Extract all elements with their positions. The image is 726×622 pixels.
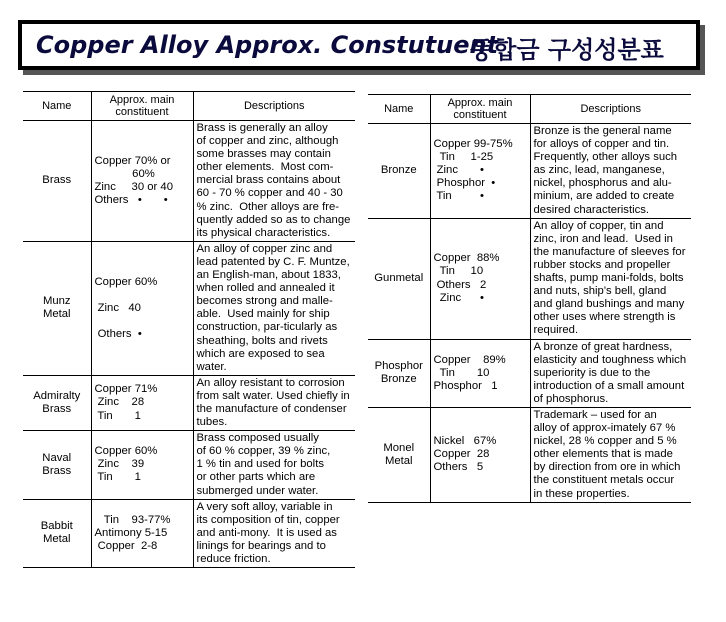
table-row <box>23 241 355 375</box>
alloy-constituent <box>430 339 530 407</box>
alloy-name-line: Brass <box>42 174 72 187</box>
alloy-description-line: an English-man, about 1833, <box>196 269 341 282</box>
alloy-constituent-line: Copper 60% <box>94 275 158 288</box>
alloy-name-line: Monel <box>383 441 415 454</box>
alloy-description-line: of phosphorus. <box>533 392 609 405</box>
alloy-constituent <box>91 375 193 430</box>
alloy-constituent <box>91 499 193 567</box>
table-row <box>368 407 691 502</box>
alloy-constituent-line: Zinc • <box>433 291 484 304</box>
alloy-description-line: the constituent metals occur <box>533 474 675 487</box>
alloy-name <box>368 339 430 407</box>
header-name: Name <box>368 95 430 124</box>
table-row <box>368 339 691 407</box>
alloy-description <box>193 375 355 430</box>
table-row <box>23 499 355 567</box>
alloy-constituent <box>91 121 193 242</box>
alloy-name <box>23 499 91 567</box>
alloy-description-line: sheathing, bolts and rivets <box>196 334 328 347</box>
alloy-name-line: Admiralty <box>33 389 81 402</box>
alloy-description-line: % zinc. Other alloys are fre- <box>196 200 340 213</box>
alloy-constituent <box>430 407 530 502</box>
alloy-constituent-line: Phosphor • <box>433 177 496 190</box>
alloy-constituent-line: Antimony 5-15 <box>94 526 168 539</box>
alloy-name-line: Bronze <box>380 373 417 386</box>
header-constituent <box>430 95 530 124</box>
alloy-description-line: construction, par-ticularly as <box>196 321 338 334</box>
table-row <box>23 121 355 242</box>
alloy-constituent-line: Zinc 28 <box>94 396 145 409</box>
alloy-description-line: required. <box>533 324 579 337</box>
alloy-name <box>368 124 430 219</box>
alloy-constituent-line: Copper 71% <box>94 383 158 396</box>
alloy-description-line: which are exposed to sea <box>196 347 325 360</box>
alloy-constituent-line <box>95 289 190 302</box>
alloy-description-line: linings for bearings and to <box>196 539 326 552</box>
alloy-description-line: its physical characteristics. <box>196 226 331 239</box>
alloy-constituent-line: Tin 10 <box>433 265 484 278</box>
alloy-description-line: or other parts which are <box>196 471 316 484</box>
alloy-name-line: Brass <box>42 402 72 415</box>
alloy-constituent-line: Copper 88% <box>433 252 500 265</box>
alloy-description-line: Brass composed usually <box>196 432 319 445</box>
alloy-name <box>23 375 91 430</box>
alloy-description-line: of 60 % copper, 39 % zinc, <box>196 445 331 458</box>
title-english: Copper Alloy Approx. Constutuent <box>36 31 499 59</box>
alloy-description-line: other elements that is made <box>533 448 673 461</box>
alloy-description-line: zinc, iron and lead. Used in <box>533 232 673 245</box>
alloy-description-line: A very soft alloy, variable in <box>196 500 333 513</box>
alloy-description <box>530 339 691 407</box>
alloy-name <box>23 121 91 242</box>
alloy-description-line: introduction of a small amount <box>533 379 685 392</box>
alloy-description-line: minium, are added to create <box>533 190 675 203</box>
alloy-description-line: submerged under water. <box>196 484 319 497</box>
alloy-constituent-line: 60% <box>94 167 155 180</box>
alloy-constituent-line: Copper 70% or <box>94 154 171 167</box>
title-korean: 동합금 구성성분표 <box>470 36 664 64</box>
header-constituent-line1: Approx. main <box>447 97 513 109</box>
alloy-constituent-line: Copper 99-75% <box>433 138 513 151</box>
alloy-description-line: 60 - 70 % copper and 40 - 30 <box>196 187 343 200</box>
header-constituent-line2: constituent <box>115 106 169 118</box>
alloy-name <box>23 431 91 499</box>
alloy-description-line: shafts, pump mani-folds, bolts <box>533 272 684 285</box>
alloy-constituent <box>430 218 530 339</box>
header-constituent-line1: Approx. main <box>109 94 175 106</box>
alloy-description-line: the manufacture of sleeves for <box>533 245 686 258</box>
alloy-constituent <box>91 241 193 375</box>
alloy-constituent-line: Copper 60% <box>94 445 158 458</box>
alloy-table-left <box>23 91 355 568</box>
alloy-description-line: Brass is generally an alloy <box>196 122 328 134</box>
alloy-name-line: Brass <box>42 464 72 477</box>
alloy-table-right <box>368 94 691 503</box>
table-header-row <box>368 95 691 124</box>
alloy-description-line: and nuts, ship's bell, gland <box>533 285 667 298</box>
alloy-name-line: Metal <box>384 454 413 467</box>
alloy-description-line: in these properties. <box>533 487 630 500</box>
alloy-description-line: from salt water. Used chiefly in <box>196 389 350 402</box>
alloy-name-line: Munz <box>42 295 71 308</box>
alloy-description <box>193 121 355 242</box>
alloy-constituent-line: Others • <box>94 327 142 340</box>
alloy-constituent-line: Tin 1-25 <box>433 151 494 164</box>
alloy-description-line: Bronze is the general name <box>533 125 672 137</box>
alloy-name <box>23 241 91 375</box>
alloy-description <box>530 407 691 502</box>
title-banner <box>18 20 700 70</box>
alloy-description-line: rubber stocks and propeller <box>533 258 671 271</box>
header-constituent <box>91 92 193 121</box>
alloy-description-line: by direction from ore in which <box>533 461 681 474</box>
alloy-name-line: Bronze <box>380 164 417 177</box>
alloy-description-line: 1 % tin and used for bolts <box>196 458 324 471</box>
alloy-name-line: Babbit <box>40 520 73 533</box>
alloy-description <box>530 218 691 339</box>
alloy-constituent-line <box>95 315 190 328</box>
table-row <box>368 218 691 339</box>
alloy-constituent-line: Zinc 30 or 40 <box>94 180 173 193</box>
alloy-constituent-line: Tin 1 <box>94 471 141 484</box>
alloy-description-line: nickel, 28 % copper and 5 % <box>533 435 677 448</box>
alloy-description-line: desired characteristics. <box>533 203 650 216</box>
alloy-description-line: reduce friction. <box>196 553 271 565</box>
alloy-name <box>368 218 430 339</box>
alloy-constituent <box>430 124 530 219</box>
alloy-description-line: tubes. <box>196 416 228 429</box>
alloy-description <box>193 431 355 499</box>
alloy-description-line: An alloy of copper zinc and <box>196 242 333 255</box>
alloy-constituent-line: Tin • <box>433 190 484 203</box>
alloy-description <box>193 499 355 567</box>
alloy-constituent-line: Tin 93-77% <box>94 513 171 526</box>
alloy-description-line: quently added so as to change <box>196 213 351 226</box>
alloy-description-line: of copper and zinc, although <box>196 135 339 148</box>
alloy-name-line: Gunmetal <box>374 272 424 285</box>
alloy-description-line: An alloy resistant to corrosion <box>196 376 345 389</box>
alloy-description-line: when rolled and annealed it <box>196 282 335 295</box>
alloy-constituent-line: Nickel 67% <box>433 435 497 448</box>
alloy-constituent-line: Copper 28 <box>433 448 490 461</box>
alloy-description-line: mercial brass contains about <box>196 174 341 187</box>
header-descriptions: Descriptions <box>193 92 355 121</box>
alloy-constituent-line: Zinc 39 <box>94 458 145 471</box>
alloy-description-line: for alloys of copper and tin. <box>533 138 670 151</box>
alloy-description <box>530 124 691 219</box>
alloy-constituent-line: Others 2 <box>433 278 487 291</box>
alloy-description-line: water. <box>196 360 227 373</box>
alloy-description-line: other elements. Most com- <box>196 161 334 174</box>
alloy-description-line: superiority is due to the <box>533 366 651 379</box>
alloy-constituent-line: Copper 2-8 <box>94 539 158 552</box>
alloy-description-line: A bronze of great hardness, <box>533 340 673 353</box>
alloy-constituent-line: Zinc • <box>433 164 484 177</box>
alloy-description-line: the manufacture of condenser <box>196 402 347 415</box>
header-name: Name <box>23 92 91 121</box>
header-descriptions: Descriptions <box>530 95 691 124</box>
table-row <box>23 431 355 499</box>
alloy-description-line: other uses where strength is <box>533 311 676 324</box>
alloy-constituent-line: Tin 1 <box>94 409 141 422</box>
alloy-constituent-line: Phosphor 1 <box>433 379 498 392</box>
alloy-description-line: elasticity and toughness which <box>533 353 687 366</box>
alloy-description-line: becomes strong and malle- <box>196 295 333 308</box>
alloy-description-line: An alloy of copper, tin and <box>533 219 664 232</box>
alloy-description-line: some brasses may contain <box>196 148 331 161</box>
table-row <box>23 375 355 430</box>
alloy-name-line: Naval <box>42 451 72 464</box>
alloy-description-line: able. Used mainly for ship <box>196 308 330 321</box>
table-row <box>368 124 691 219</box>
alloy-description-line: nickel, phosphorus and alu- <box>533 177 672 190</box>
alloy-name-line: Metal <box>42 308 71 321</box>
alloy-name <box>368 407 430 502</box>
table-header-row <box>23 92 355 121</box>
header-constituent-line2: constituent <box>453 109 507 121</box>
alloy-description <box>193 241 355 375</box>
alloy-description-line: and gland bushings and many <box>533 298 685 311</box>
alloy-constituent-line: Others • • <box>94 194 168 207</box>
alloy-description-line: its composition of tin, copper <box>196 513 340 526</box>
alloy-constituent-line: Tin 10 <box>433 366 490 379</box>
alloy-constituent-line: Copper 89% <box>433 353 506 366</box>
alloy-constituent-line: Zinc 40 <box>94 301 141 314</box>
alloy-description-line: lead patented by C. F. Muntze, <box>196 255 350 268</box>
alloy-name-line: Phosphor <box>374 360 423 373</box>
alloy-constituent <box>91 431 193 499</box>
alloy-description-line: and anti-mony. It is used as <box>196 526 337 539</box>
alloy-description-line: Trademark – used for an <box>533 408 657 421</box>
alloy-name-line: Metal <box>42 533 71 546</box>
alloy-constituent-line: Others 5 <box>433 461 484 474</box>
alloy-description-line: Frequently, other alloys such <box>533 151 678 164</box>
alloy-description-line: as zinc, lead, manganese, <box>533 164 665 177</box>
alloy-description-line: alloy of approx-imately 67 % <box>533 422 676 435</box>
